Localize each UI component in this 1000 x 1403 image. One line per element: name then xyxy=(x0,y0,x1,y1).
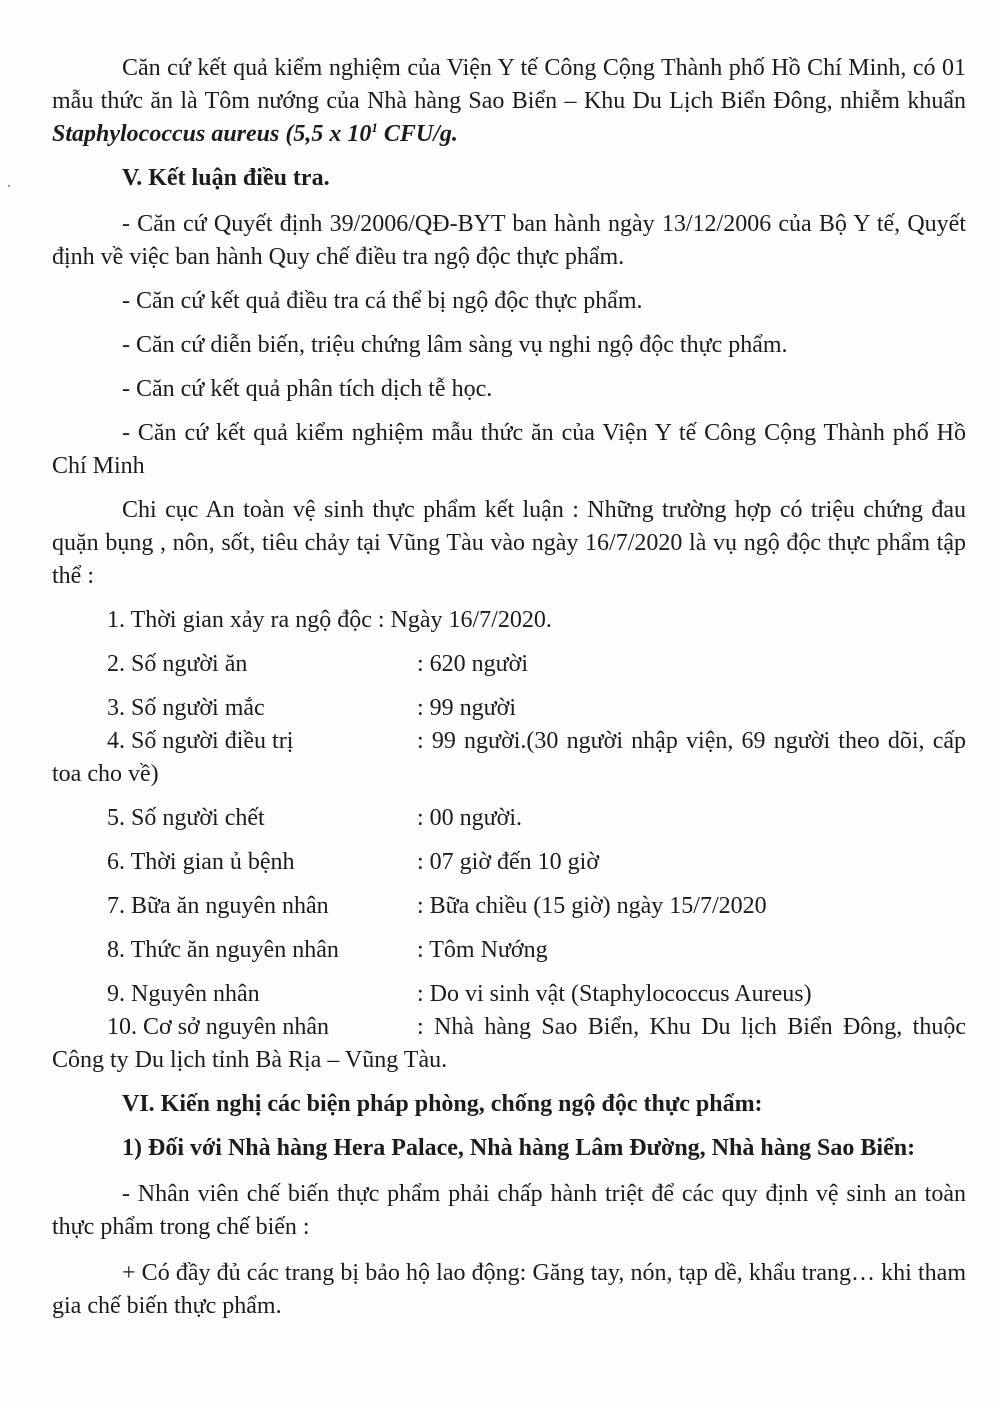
count-prefix: (5,5 x 10 xyxy=(279,121,372,147)
recommendation-bullet-1: - Nhân viên chế biến thực phẩm phải chấp hành triệt để các quy định vệ sinh an toàn thực phẩm trong chế biến : xyxy=(52,1181,966,1240)
finding-9 xyxy=(107,978,966,1011)
finding-value: : 99 người xyxy=(417,695,517,721)
finding-label: 8. Thức ăn nguyên nhân xyxy=(107,937,339,963)
finding-value: : Bữa chiều (15 giờ) ngày 15/7/2020 xyxy=(417,893,767,919)
finding-2 xyxy=(107,648,966,681)
finding-value: : Tôm Nướng xyxy=(417,937,548,963)
finding-value: : Do vi sinh vật (Staphylococcus Aureus) xyxy=(417,981,812,1007)
intro-paragraph xyxy=(52,52,966,151)
scan-speck xyxy=(8,185,10,187)
finding-3 xyxy=(107,692,966,725)
basis-5: - Căn cứ kết quả kiểm nghiệm mẫu thức ăn của Viện Y tế Công Cộng Thành phố Hồ Chí Minh xyxy=(52,420,966,479)
finding-4 xyxy=(52,725,966,791)
finding-7 xyxy=(107,890,966,923)
finding-label: 5. Số người chết xyxy=(107,805,265,831)
organism-name: Staphylococcus aureus xyxy=(52,121,280,147)
finding-value: : 00 người. xyxy=(417,805,523,831)
finding-value: : 07 giờ đến 10 giờ xyxy=(417,849,600,875)
finding-8 xyxy=(107,934,966,967)
intro-text: Căn cứ kết quả kiểm nghiệm của Viện Y tế Công Cộng Thành phố Hồ Chí Minh, có 01 mẫu thức ăn là Tôm nướng của Nhà hàng Sao Biển – Khu Du Lịch Biển Đông, nhiễm khuẩn xyxy=(52,55,966,114)
finding-value: : Nhà hàng Sao Biển, Khu Du lịch Biển Đông, thuộc Công ty Du lịch tỉnh Bà Rịa – Vũng Tàu. xyxy=(52,1014,966,1073)
conclusion-paragraph: Chi cục An toàn vệ sinh thực phẩm kết luận : Những trường hợp có triệu chứng đau quặn bụng , nôn, sốt, tiêu chảy tại Vũng Tàu vào ngày 16/7/2020 là vụ ngộ độc thực phẩm tập thể : xyxy=(52,497,966,589)
finding-value: : 620 người xyxy=(417,651,529,677)
basis-3: - Căn cứ diễn biến, triệu chứng lâm sàng vụ nghi ngộ độc thực phẩm. xyxy=(122,332,788,358)
finding-1: 1. Thời gian xảy ra ngộ độc : Ngày 16/7/2020. xyxy=(107,607,552,633)
basis-1: - Căn cứ Quyết định 39/2006/QĐ-BYT ban hành ngày 13/12/2006 của Bộ Y tế, Quyết định về việc ban hành Quy chế điều tra ngộ độc thực phẩm. xyxy=(52,211,966,270)
finding-10 xyxy=(52,1011,966,1077)
finding-6 xyxy=(107,846,966,879)
basis-2: - Căn cứ kết quả điều tra cá thể bị ngộ độc thực phẩm. xyxy=(122,288,643,314)
finding-label: 7. Bữa ăn nguyên nhân xyxy=(107,893,329,919)
finding-label: 4. Số người điều trị xyxy=(107,728,294,754)
count-exponent: 1 xyxy=(371,120,378,135)
recommendation-bullet-2: + Có đầy đủ các trang bị bảo hộ lao động: Găng tay, nón, tạp dề, khẩu trang… khi tham gia chế biến thực phẩm. xyxy=(52,1260,966,1319)
subsection-1-heading: 1) Đối với Nhà hàng Hera Palace, Nhà hàng Lâm Đường, Nhà hàng Sao Biển: xyxy=(122,1135,916,1161)
document-page xyxy=(52,52,966,1323)
count-suffix: CFU/g. xyxy=(377,121,458,147)
finding-label: 9. Nguyên nhân xyxy=(107,981,260,1007)
section-6-heading: VI. Kiến nghị các biện pháp phòng, chống ngộ độc thực phẩm: xyxy=(122,1091,763,1117)
finding-label: 2. Số người ăn xyxy=(107,651,248,677)
finding-label: 3. Số người mắc xyxy=(107,695,265,721)
section-5-heading: V. Kết luận điều tra. xyxy=(122,165,330,191)
finding-label: 6. Thời gian ủ bệnh xyxy=(107,849,295,875)
basis-4: - Căn cứ kết quả phân tích dịch tễ học. xyxy=(122,376,493,402)
finding-label: 10. Cơ sở nguyên nhân xyxy=(107,1014,330,1040)
finding-value: : 99 người.(30 người nhập viện, 69 người theo dõi, cấp toa cho về) xyxy=(52,728,966,787)
finding-5 xyxy=(107,802,966,835)
